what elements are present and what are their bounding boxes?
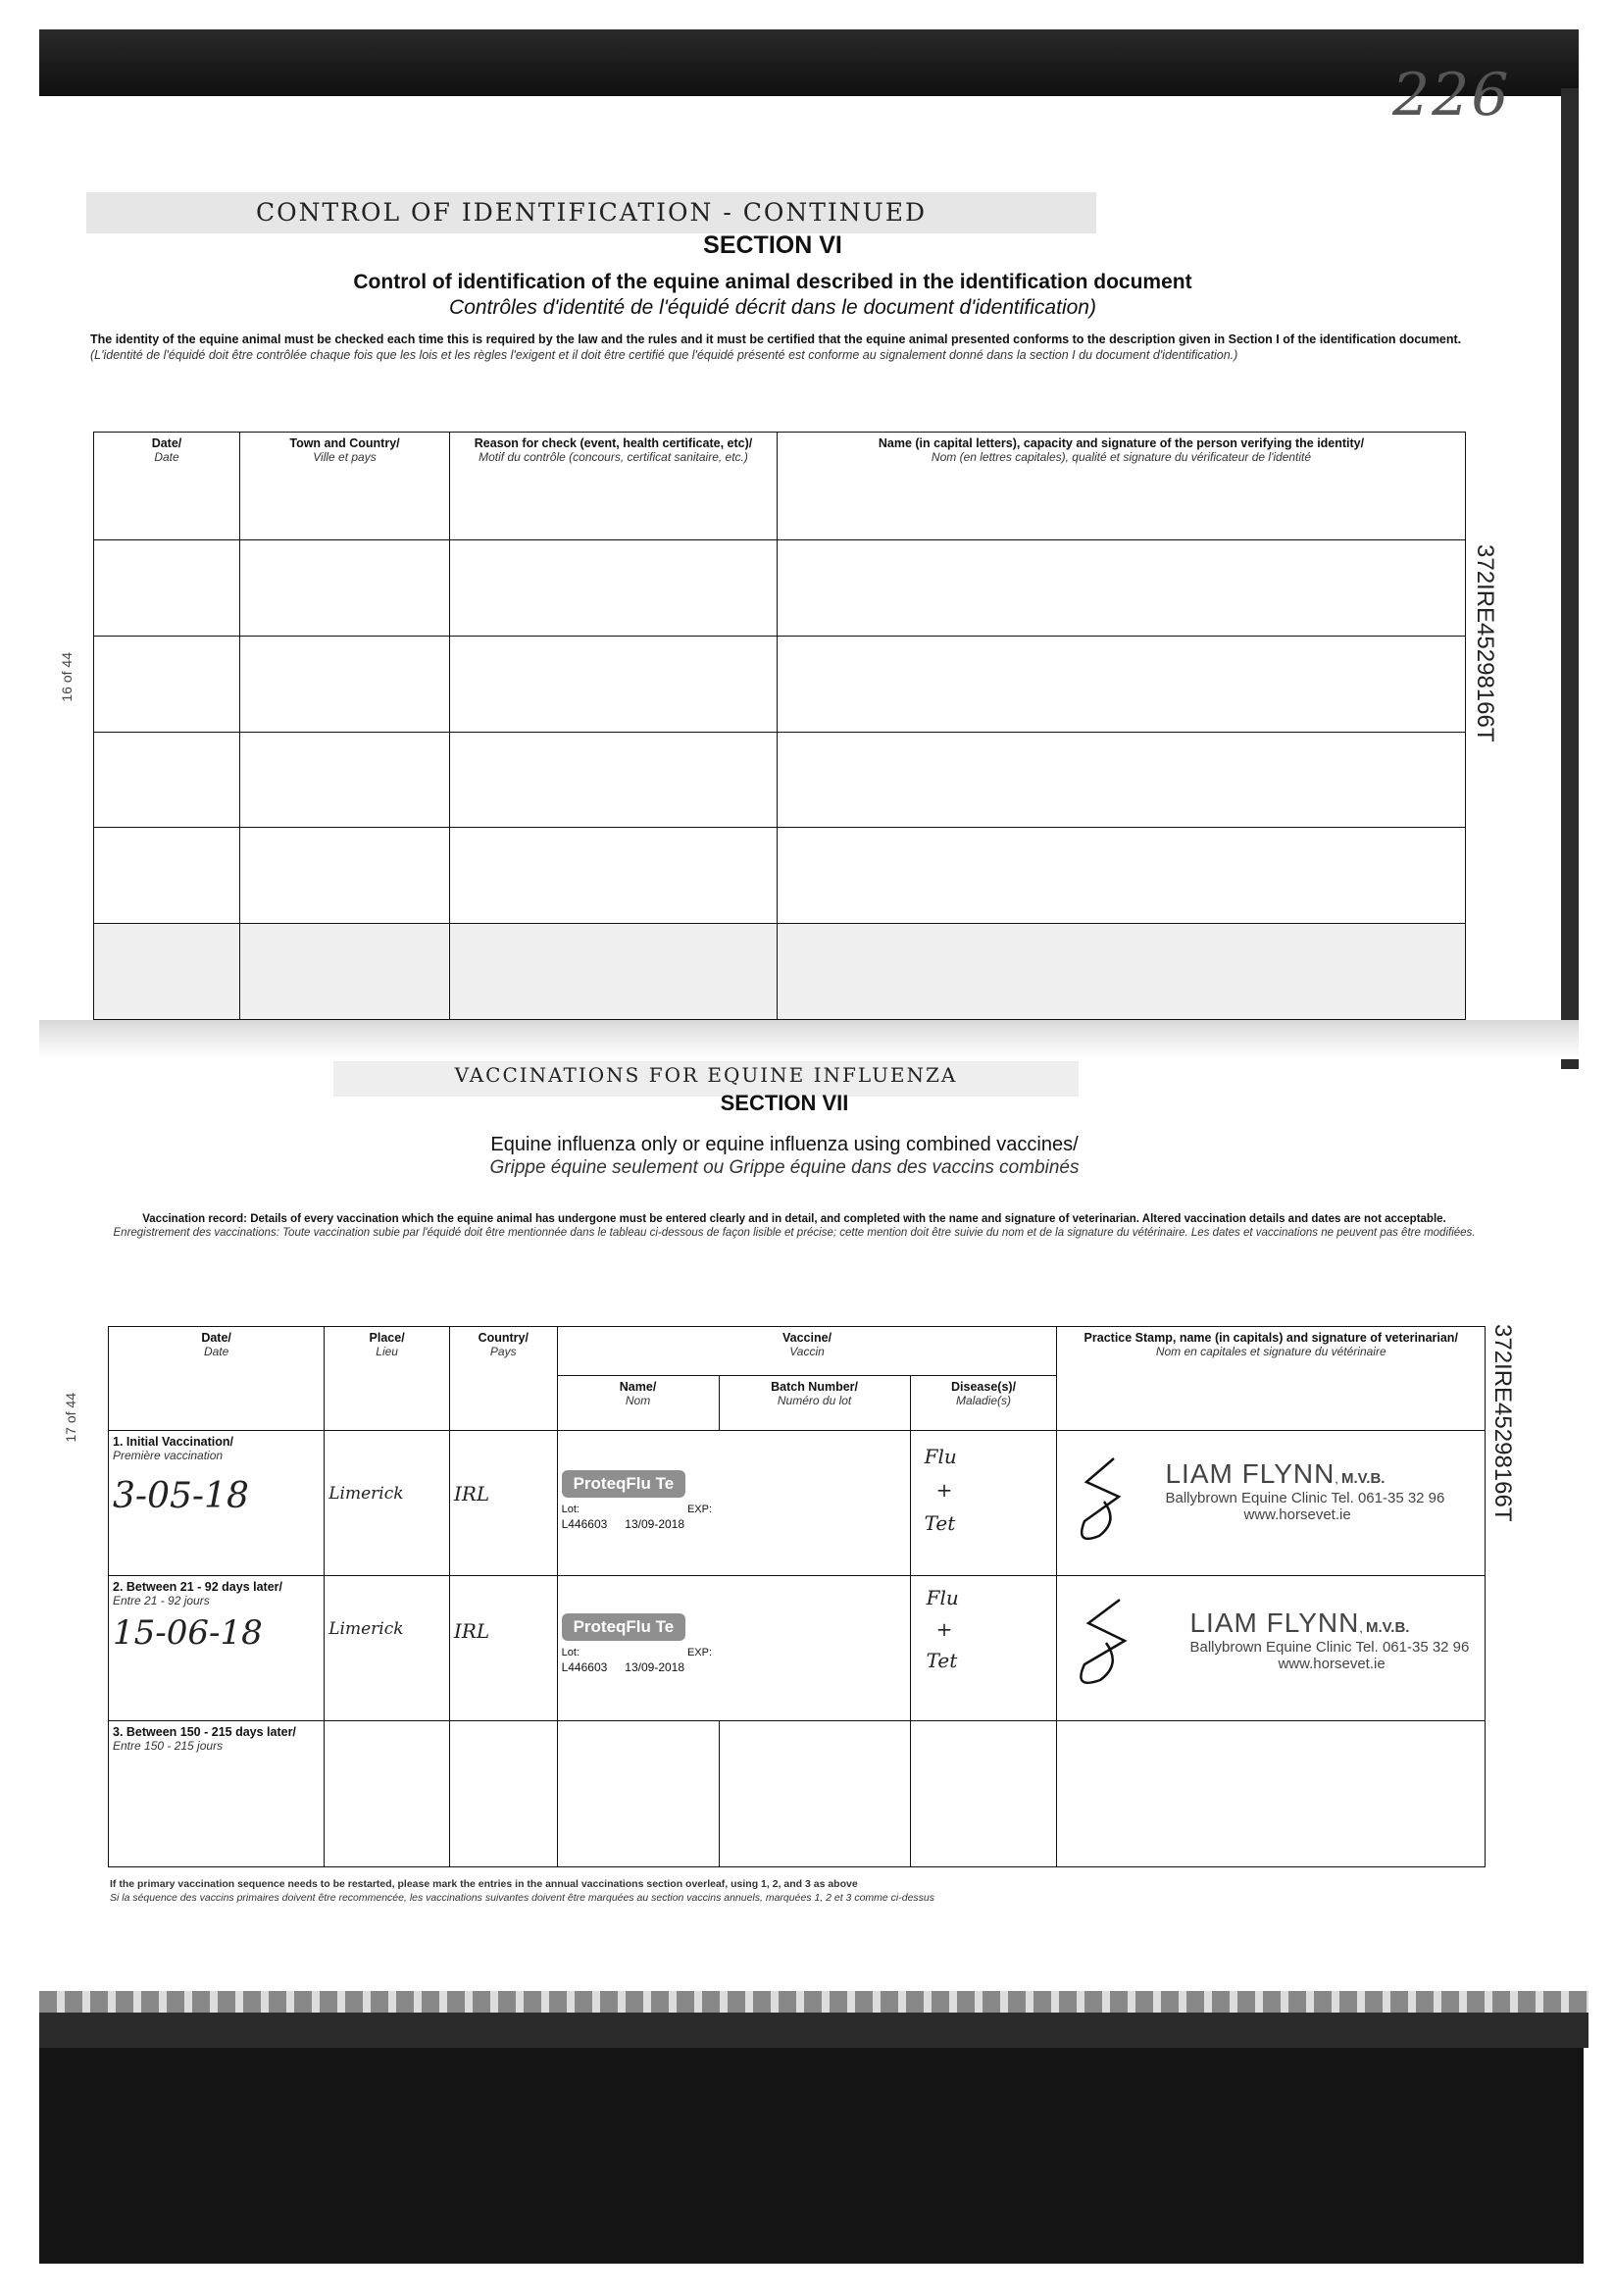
vaccination-table	[108, 1326, 1486, 1867]
row1-place-cell	[325, 1431, 450, 1576]
row2-disease-cell: Flu + Tet	[910, 1576, 1057, 1721]
table-row	[94, 540, 1466, 637]
row2-lot: L446603	[561, 1660, 608, 1674]
col-vacc-name: Name/ Nom	[557, 1376, 719, 1431]
col-vacc-date: Date/ Date	[109, 1327, 325, 1431]
section7-para-fr: Enregistrement des vaccinations: Toute vaccination subie par l'équidé doit être mentionnée dans le tableau ci-dessous de façon lisible et précise; cette mention doit être suivie du nom et de la signature du vétérinaire. Les dates et vaccinations ne peuvent pas être modifiées.	[113, 1227, 1476, 1239]
col-vacc-place: Place/ Lieu	[325, 1327, 450, 1431]
section6-subtitle-fr: Contrôles d'identité de l'équidé décrit dans le document d'identification)	[449, 296, 1096, 319]
row2-place: Limerick	[328, 1619, 404, 1639]
row2-vet-stamp: LIAM FLYNN, M.V.B. Ballybrown Equine Clinic Tel. 061-35 32 96 www.horsevet.ie	[1057, 1576, 1486, 1721]
vaccination-row-3	[109, 1721, 1486, 1867]
row1-vaccine-sticker: ProteqFlu Te	[562, 1470, 686, 1498]
row2-date-cell: 2. Between 21 - 92 days later/ Entre 21 - 92 jours 15-06-18	[109, 1576, 325, 1721]
row1-place: Limerick	[328, 1484, 404, 1504]
row1-vet-name: LIAM FLYNN	[1165, 1458, 1336, 1489]
row1-vet-stamp: LIAM FLYNN, M.V.B. Ballybrown Equine Clinic Tel. 061-35 32 96 www.horsevet.ie	[1057, 1431, 1486, 1576]
row2-place-cell	[325, 1576, 450, 1721]
signature-icon	[1075, 1453, 1134, 1551]
row1-country: IRL	[453, 1482, 490, 1505]
row1-disease-cell: Flu + Tet	[910, 1431, 1057, 1576]
signature-icon	[1071, 1594, 1139, 1692]
col-vacc-batch: Batch Number/ Numéro du lot	[719, 1376, 910, 1431]
passport-id-lower: 372IRE45298166T	[1489, 1324, 1516, 1522]
section7-title: VACCINATIONS FOR EQUINE INFLUENZA	[454, 1063, 958, 1087]
row2-country: IRL	[453, 1619, 490, 1643]
row2-vet-name: LIAM FLYNN	[1189, 1607, 1360, 1638]
book-fold-shadow	[39, 1020, 1579, 1059]
row2-vaccine-sticker: ProteqFlu Te	[562, 1613, 686, 1641]
table-row	[94, 828, 1466, 924]
row1-date: 3-05-18	[113, 1476, 249, 1516]
row2-exp: 13/09-2018	[625, 1660, 685, 1674]
scan-top-shadow	[39, 29, 1579, 96]
scan-bottom-strip	[39, 1991, 1588, 2013]
footnote: If the primary vaccination sequence needs to be restarted, please mark the entries in the annual vaccinations section overleaf, using 1, 2, and 3 as above Si la séquence des vaccins primaires doivent être recommencée, les vaccinations suivantes doivent être marquées au section vaccins annuels, marquées 1, 2 et 3 comme ci-dessus	[110, 1878, 935, 1904]
col-vacc-stamp: Practice Stamp, name (in capitals) and signature of veterinarian/ Nom en capitales et signature du vétérinaire	[1057, 1327, 1486, 1431]
row1-country-cell	[449, 1431, 557, 1576]
scan-right-edge	[1561, 88, 1579, 1069]
section6-para-en: The identity of the equine animal must be checked each time this is required by the law and the rules and it must be certified that the equine animal presented conforms to the description given in Section I of the identification document.	[90, 332, 1462, 346]
section7-heading: SECTION VII	[720, 1091, 849, 1115]
vaccination-row-1	[109, 1431, 1486, 1576]
section6-heading: SECTION VI	[703, 231, 842, 259]
section6-para-fr: (L'identité de l'équidé doit être contrôlée chaque fois que les lois et les règles l'exigent et il doit être certifié que l'équidé présenté est conforme au signalement donné dans la section I du document d'identification.)	[90, 348, 1238, 362]
table-row	[94, 732, 1466, 828]
identity-check-table	[93, 432, 1466, 1020]
row3-date-cell: 3. Between 150 - 215 days later/ Entre 150 - 215 jours	[109, 1721, 325, 1867]
handwritten-page-number: 226	[1392, 61, 1511, 129]
col-vacc-disease: Disease(s)/ Maladie(s)	[910, 1376, 1057, 1431]
col-vacc-vaccine: Vaccine/ Vaccin	[557, 1327, 1057, 1376]
row1-vaccine-label: ProteqFlu Te Lot: EXP: L446603 13/09-2018	[557, 1431, 910, 1576]
scan-bottom-edge	[39, 2013, 1588, 2048]
section6-paragraph	[90, 332, 1463, 363]
section7-paragraph: Vaccination record: Details of every vaccination which the equine animal has undergone must be entered clearly and in detail, and completed with the name and signature of veterinarian. Altered vaccination details and dates are not acceptable. Enregistrement des vaccinations: Toute vaccination subie par l'équidé doit être mentionnée dans le tableau ci-dessous de façon lisible et précise; cette mention doit être suivie du nom et de la signature du vétérinaire. Les dates et vaccinations ne peuvent pas être modifiées.	[108, 1212, 1481, 1240]
row1-exp: 13/09-2018	[625, 1517, 685, 1531]
col-verifier: Name (in capital letters), capacity and signature of the person verifying the identity/ Nom (en lettres capitales), qualité et signature du vérificateur de l'identité	[778, 433, 1466, 540]
scan-bottom-shadow	[39, 2048, 1584, 2264]
passport-id-upper: 372IRE45298166T	[1472, 544, 1498, 742]
col-date: Date/ Date	[94, 433, 240, 540]
table-row	[94, 924, 1466, 1020]
section7-subtitle-en: Equine influenza only or equine influenza using combined vaccines/	[490, 1134, 1079, 1155]
col-town: Town and Country/ Ville et pays	[240, 433, 450, 540]
row1-date-cell: 1. Initial Vaccination/ Première vaccination 3-05-18	[109, 1431, 325, 1576]
row1-lot: L446603	[561, 1517, 608, 1531]
section6-subtitle-en: Control of identification of the equine animal described in the identification document	[353, 271, 1192, 293]
section6-title: CONTROL OF IDENTIFICATION - CONTINUED	[255, 198, 927, 227]
page-label-upper: 16 of 44	[59, 652, 75, 702]
vaccination-row-2	[109, 1576, 1486, 1721]
section7-para-en: Details of every vaccination which the equine animal has undergone must be entered clearly and in detail, and completed with the name and signature of veterinarian. Altered vaccination details and dates are not acceptable.	[250, 1213, 1446, 1225]
table-row	[94, 636, 1466, 732]
row2-country-cell	[449, 1576, 557, 1721]
col-reason: Reason for check (event, health certificate, etc)/ Motif du contrôle (concours, certificat sanitaire, etc.)	[450, 433, 778, 540]
page-label-lower: 17 of 44	[63, 1393, 78, 1443]
row2-vaccine-label: ProteqFlu Te Lot: EXP: L446603 13/09-2018	[557, 1576, 910, 1721]
row2-date: 15-06-18	[113, 1613, 263, 1653]
col-vacc-country: Country/ Pays	[449, 1327, 557, 1431]
section7-subtitle-fr: Grippe équine seulement ou Grippe équine dans des vaccins combinés	[489, 1157, 1080, 1178]
